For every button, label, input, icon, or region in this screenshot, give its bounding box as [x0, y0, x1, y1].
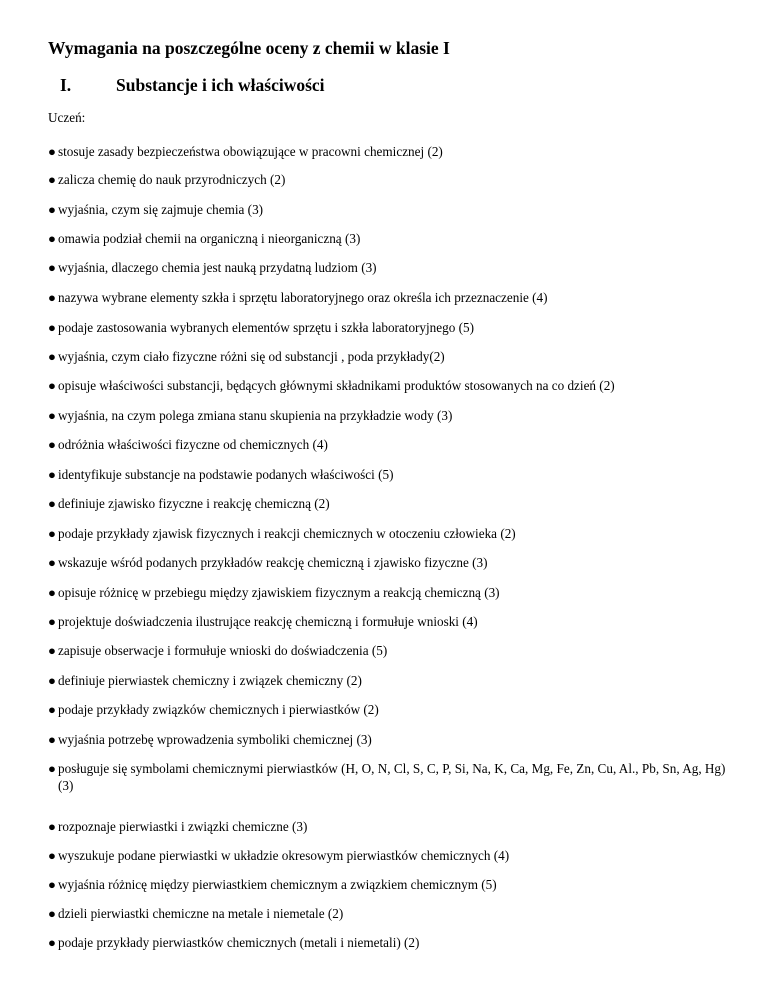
list-item	[48, 143, 738, 160]
list-item-text: podaje przykłady zjawisk fizycznych i reakcji chemicznych w otoczeniu człowieka (2)	[58, 526, 516, 541]
list-item	[48, 731, 738, 748]
list-item	[48, 701, 738, 718]
list-item-text: wyjaśnia potrzebę wprowadzenia symboliki chemicznej (3)	[58, 732, 372, 747]
list-item-text: rozpoznaje pierwiastki i związki chemiczne (3)	[58, 819, 308, 834]
bullet-icon: ●	[48, 467, 56, 482]
bullet-icon: ●	[48, 231, 56, 246]
bullet-icon: ●	[48, 643, 56, 658]
list-item-text: opisuje właściwości substancji, będących głównymi składnikami produktów stosowanych na co dzień (2)	[58, 378, 615, 393]
bullet-icon: ●	[48, 437, 56, 452]
list-item-text: wyjaśnia, dlaczego chemia jest nauką przydatną ludziom (3)	[58, 260, 377, 275]
bullet-icon: ●	[48, 555, 56, 570]
bullet-icon: ●	[48, 290, 56, 305]
bullet-icon: ●	[48, 526, 56, 541]
list-item-text: definiuje zjawisko fizyczne i reakcję chemiczną (2)	[58, 496, 330, 511]
section-title: Substancje i ich właściwości	[116, 75, 325, 95]
list-item	[48, 466, 738, 483]
bullet-icon: ●	[48, 702, 56, 717]
bullet-icon: ●	[48, 378, 56, 393]
bullet-icon: ●	[48, 496, 56, 511]
bullet-icon: ●	[48, 877, 56, 892]
list-item-text: omawia podział chemii na organiczną i nieorganiczną (3)	[58, 231, 361, 246]
list-item-text: dzieli pierwiastki chemiczne na metale i niemetale (2)	[58, 906, 344, 921]
bullet-icon: ●	[48, 320, 56, 335]
document-title: Wymagania na poszczególne oceny z chemii w klasie I	[48, 38, 450, 58]
list-item	[48, 672, 738, 689]
list-item	[48, 584, 738, 601]
bullet-icon: ●	[48, 144, 56, 159]
list-item-text: identyfikuje substancje na podstawie podanych właściwości (5)	[58, 467, 394, 482]
list-item-text: opisuje różnicę w przebiegu między zjawiskiem fizycznym a reakcją chemiczną (3)	[58, 585, 500, 600]
list-item-text: zapisuje obserwacje i formułuje wnioski do doświadczenia (5)	[58, 643, 388, 658]
bullet-icon: ●	[48, 260, 56, 275]
list-item	[48, 495, 738, 512]
list-item-text: posługuje się symbolami chemicznymi pierwiastków (H, O, N, Cl, S, C, P, Si, Na, K, Ca, Mg, Fe, Zn, Cu, Al., Pb, Sn, Ag, Hg) (3)	[58, 761, 726, 793]
list-item	[48, 436, 738, 453]
bullet-icon: ●	[48, 172, 56, 187]
list-item	[48, 642, 738, 659]
list-item-text: nazywa wybrane elementy szkła i sprzętu laboratoryjnego oraz określa ich przeznaczenie (4)	[58, 290, 548, 305]
bullet-icon: ●	[48, 408, 56, 423]
bullet-icon: ●	[48, 614, 56, 629]
list-item	[48, 407, 738, 424]
bullet-icon: ●	[48, 761, 56, 776]
list-item-text: projektuje doświadczenia ilustrujące reakcję chemiczną i formułuje wnioski (4)	[58, 614, 478, 629]
list-item	[48, 760, 738, 794]
bullet-icon: ●	[48, 673, 56, 688]
list-item-text: wyjaśnia różnicę między pierwiastkiem chemicznym a związkiem chemicznym (5)	[58, 877, 497, 892]
list-item	[48, 613, 738, 630]
list-item	[48, 525, 738, 542]
list-item	[48, 289, 738, 306]
list-item-text: wyjaśnia, czym ciało fizyczne różni się od substancji , poda przykłady(2)	[58, 349, 445, 364]
list-item	[48, 934, 738, 951]
section-number: I.	[60, 75, 72, 95]
list-item	[48, 259, 738, 276]
list-item-text: wyszukuje podane pierwiastki w układzie okresowym pierwiastków chemicznych (4)	[58, 848, 510, 863]
list-item	[48, 230, 738, 247]
list-item	[48, 201, 738, 218]
bullet-icon: ●	[48, 819, 56, 834]
list-item-text: podaje zastosowania wybranych elementów sprzętu i szkła laboratoryjnego (5)	[58, 320, 474, 335]
bullet-icon: ●	[48, 906, 56, 921]
list-item-text: wyjaśnia, czym się zajmuje chemia (3)	[58, 202, 264, 217]
list-item	[48, 377, 738, 394]
list-item-text: wyjaśnia, na czym polega zmiana stanu skupienia na przykładzie wody (3)	[58, 408, 453, 423]
bullet-icon: ●	[48, 732, 56, 747]
list-item	[48, 319, 738, 336]
list-item-text: podaje przykłady związków chemicznych i pierwiastków (2)	[58, 702, 379, 717]
list-item-text: definiuje pierwiastek chemiczny i związek chemiczny (2)	[58, 673, 362, 688]
bullet-icon: ●	[48, 349, 56, 364]
bullet-icon: ●	[48, 848, 56, 863]
list-item-text: wskazuje wśród podanych przykładów reakcję chemiczną i zjawisko fizyczne (3)	[58, 555, 488, 570]
list-item-text: podaje przykłady pierwiastków chemicznych (metali i niemetali) (2)	[58, 935, 420, 950]
list-item	[48, 876, 738, 893]
bullet-icon: ●	[48, 202, 56, 217]
list-item	[48, 171, 738, 188]
bullet-icon: ●	[48, 935, 56, 950]
intro-label: Uczeń:	[48, 110, 86, 125]
list-item	[48, 554, 738, 571]
list-item	[48, 818, 738, 835]
list-item-text: stosuje zasady bezpieczeństwa obowiązujące w pracowni chemicznej (2)	[58, 144, 443, 159]
list-item-text: zalicza chemię do nauk przyrodniczych (2)	[58, 172, 286, 187]
list-item-text: odróżnia właściwości fizyczne od chemicznych (4)	[58, 437, 328, 452]
bullet-icon: ●	[48, 585, 56, 600]
list-item	[48, 348, 738, 365]
list-item	[48, 847, 738, 864]
list-item	[48, 905, 738, 922]
